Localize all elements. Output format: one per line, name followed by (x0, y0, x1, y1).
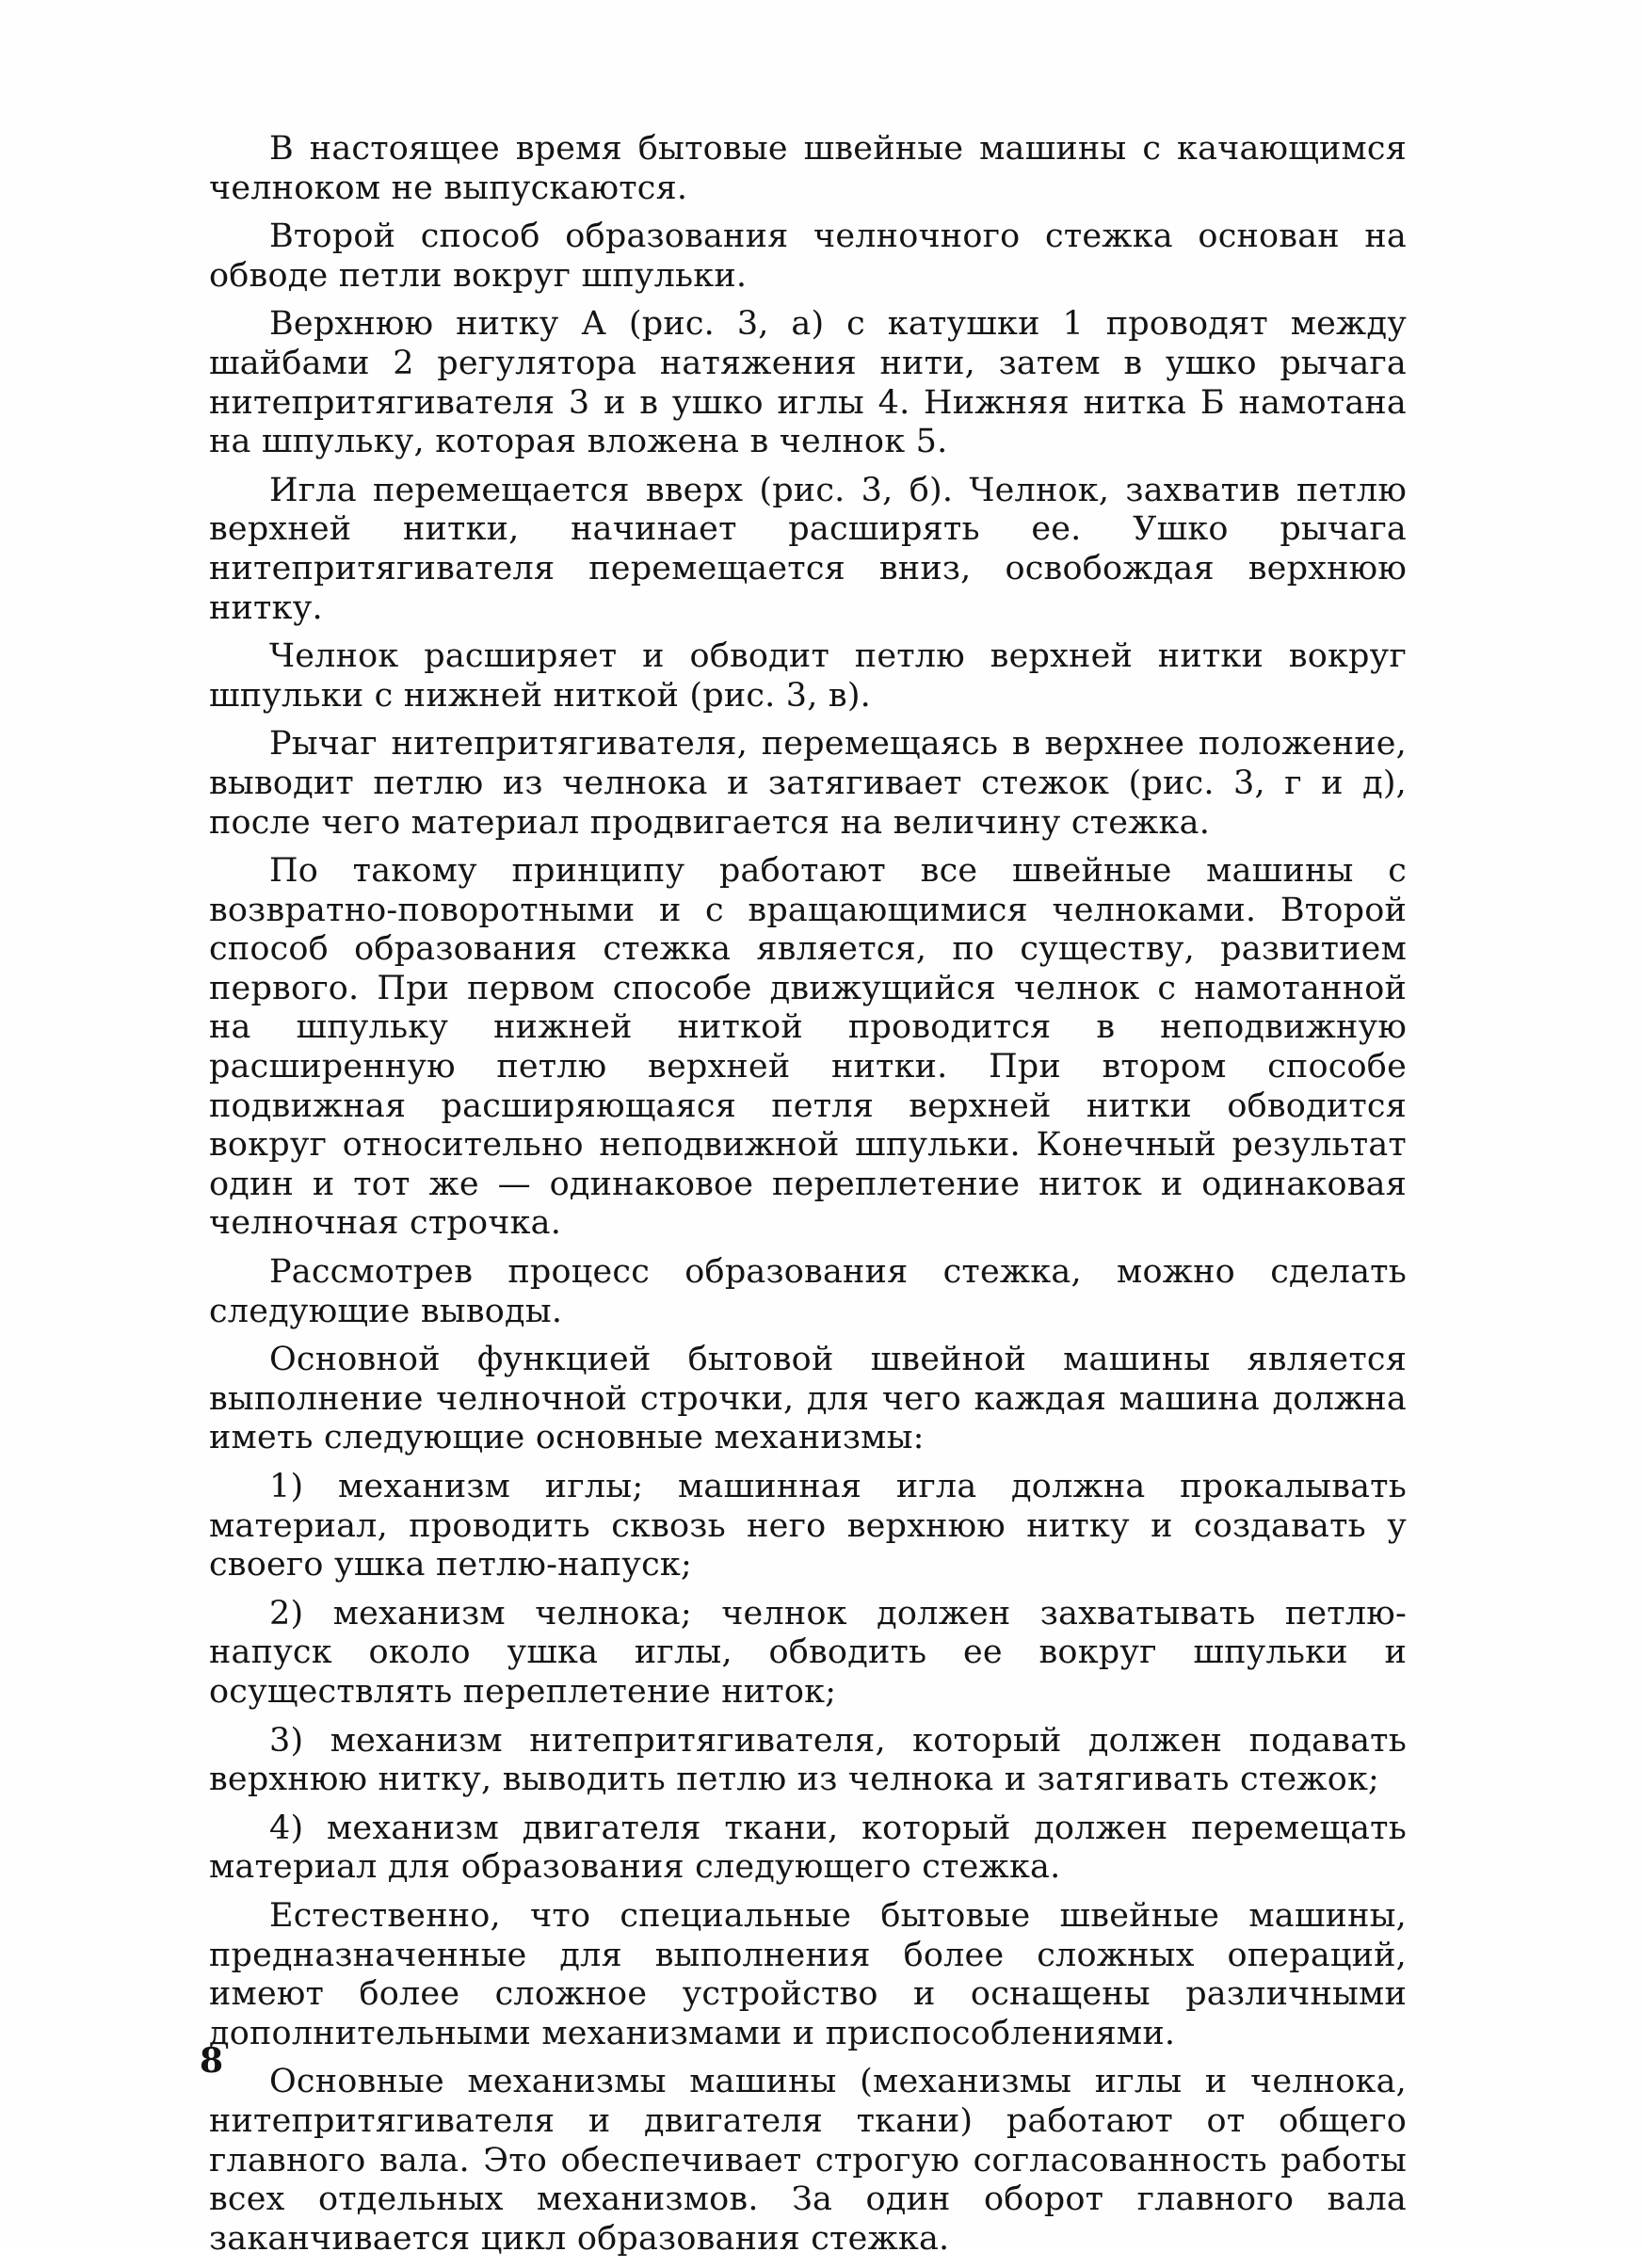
paragraph-11: Основные механизмы машины (механизмы иглы и челнока, нитепритягивателя и двигателя ткани) работают от общего главного вала. Это обеспечивает строгую согласованность работы всех отдельных механизмов. За один оборот главного вала заканчивается цикл образования стежка. (209, 2063, 1407, 2258)
paragraph-9: Основной функцией бытовой швейной машины является выполнение челночной строчки, для чего каждая машина должна иметь следующие основные механизмы: (209, 1341, 1407, 1457)
list-item-3: 3) механизм нитепритягивателя, который должен подавать верхнюю нитку, выводить петлю из челнока и затягивать стежок; (209, 1721, 1407, 1799)
page-number: 8 (200, 2041, 224, 2081)
list-item-2: 2) механизм челнока; челнок должен захватывать петлю-напуск около ушка иглы, обводить ее вокруг шпульки и осуществлять переплетение ниток; (209, 1594, 1407, 1711)
paragraph-1: В настоящее время бытовые швейные машины с качающимся челноком не выпускаются. (209, 130, 1407, 207)
paragraph-4: Игла перемещается вверх (рис. 3, б). Челнок, захватив петлю верхней нитки, начинает расширять ее. Ушко рычага нитепритягивателя перемещается вниз, освобождая верхнюю нитку. (209, 471, 1407, 627)
paragraph-3: Верхнюю нитку А (рис. 3, а) с катушки 1 проводят между шайбами 2 регулятора натяжения нити, затем в ушко рычага нитепритягивателя 3 и в ушко иглы 4. Нижняя нитка Б намотана на шпульку, которая вложена в челнок 5. (209, 305, 1407, 461)
list-item-4: 4) механизм двигателя ткани, который должен перемещать материал для образования следующего стежка. (209, 1809, 1407, 1887)
list-item-1: 1) механизм иглы; машинная игла должна прокалывать материал, проводить сквозь него верхнюю нитку и создавать у своего ушка петлю-напуск; (209, 1468, 1407, 1584)
paragraph-6: Рычаг нитепритягивателя, перемещаясь в верхнее положение, выводит петлю из челнока и затягивает стежок (рис. 3, г и д), после чего материал продвигается на величину стежка. (209, 725, 1407, 842)
paragraph-8: Рассмотрев процесс образования стежка, можно сделать следующие выводы. (209, 1253, 1407, 1330)
paragraph-7: По такому принципу работают все швейные машины с возвратно-поворотными и с вращающимися челноками. Второй способ образования стежка является, по существу, развитием первого. При первом способе движущийся челнок с намотанной на шпульку нижней ниткой проводится в неподвижную расширенную петлю верхней нитки. При втором способе подвижная расширяющаяся петля верхней нитки обводится вокруг относительно неподвижной шпульки. Конечный результат один и тот же — одинаковое переплетение ниток и одинаковая челночная строчка. (209, 852, 1407, 1243)
body-text (209, 130, 1407, 2268)
paragraph-2: Второй способ образования челночного стежка основан на обводе петли вокруг шпульки. (209, 217, 1407, 295)
paragraph-10: Естественно, что специальные бытовые швейные машины, предназначенные для выполнения более сложных операций, имеют более сложное устройство и оснащены различными дополнительными механизмами и приспособлениями. (209, 1896, 1407, 2052)
paragraph-5: Челнок расширяет и обводит петлю верхней нитки вокруг шпульки с нижней ниткой (рис. 3, в). (209, 637, 1407, 715)
